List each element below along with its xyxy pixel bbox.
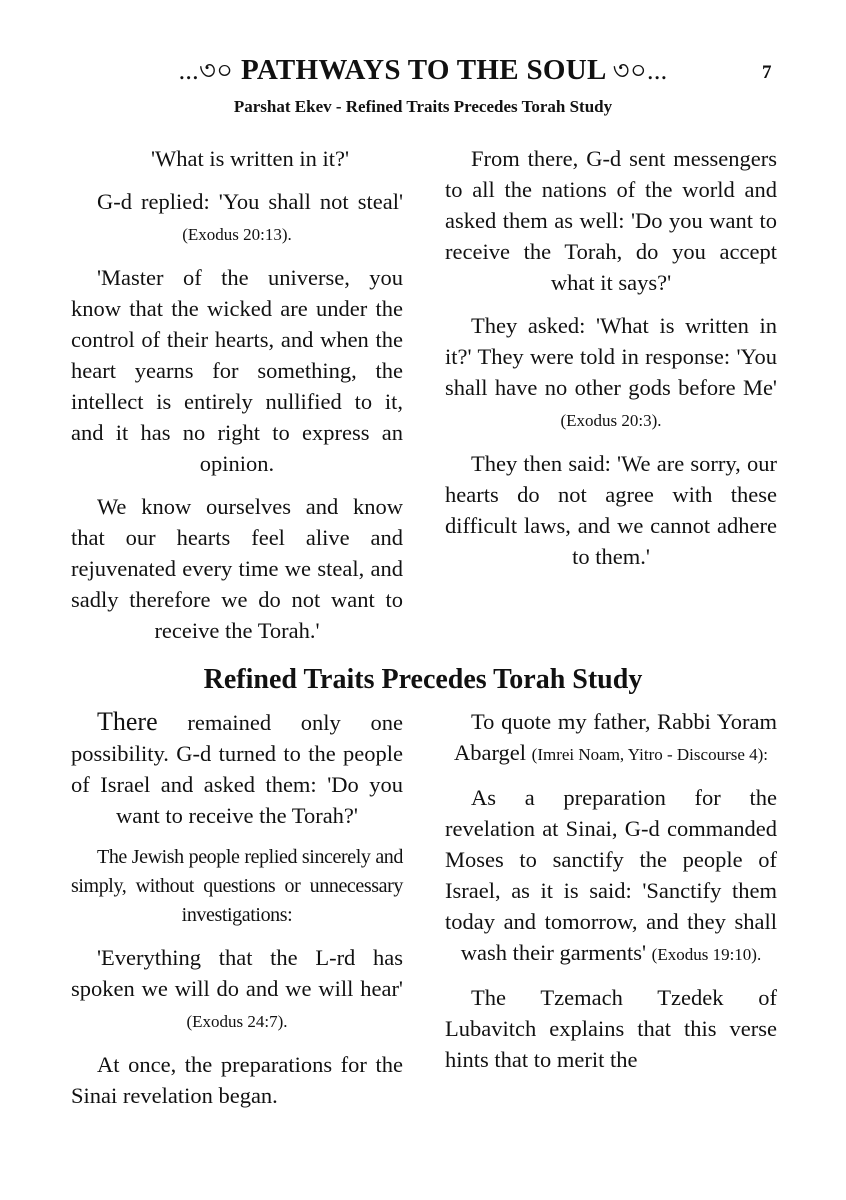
top-left-column bbox=[71, 143, 403, 658]
ornament-right-icon: ৩০... bbox=[612, 56, 668, 85]
paragraph: 'Master of the universe, you know that the wicked are under the control of their hearts, and when the heart yearns for something, the intellect is entirely nullified to it, and it has no right to express an opinion. bbox=[71, 265, 403, 476]
scripture-reference: (Exodus 20:13). bbox=[182, 225, 292, 244]
paragraph: G-d replied: 'You shall not steal' (Exodus 20:13). bbox=[97, 189, 403, 244]
scripture-reference: (Imrei Noam, Yitro - Discourse 4): bbox=[531, 745, 769, 764]
page-number: 7 bbox=[762, 62, 772, 83]
ornament-left-icon: ...৩০ bbox=[178, 56, 234, 85]
running-header bbox=[0, 50, 846, 94]
scripture-reference: (Exodus 19:10). bbox=[651, 945, 762, 964]
paragraph: 'Everything that the L-rd has spoken we will do and we will hear' (Exodus 24:7). bbox=[71, 945, 403, 1031]
paragraph: To quote my father, Rabbi Yoram Abargel (Imrei Noam, Yitro - Discourse 4): bbox=[453, 709, 777, 765]
section-left-column bbox=[71, 706, 403, 1123]
paragraph: As a preparation for the revelation at Sinai, G-d commanded Moses to sanctify the people of Israel, as it is said: 'Sanctify them today and tomorrow, and they shall wash their garments' (Exodus 19:10). bbox=[445, 785, 777, 965]
paragraph: 'What is written in it?' bbox=[150, 146, 350, 171]
paragraph: At once, the preparations for the Sinai revelation began. bbox=[71, 1052, 403, 1108]
scripture-reference: (Exodus 24:7). bbox=[186, 1012, 288, 1031]
paragraph: We know ourselves and know that our hearts feel alive and rejuvenated every time we steal, and sadly therefore we do not want to receive the Torah.' bbox=[71, 494, 403, 643]
top-right-column bbox=[445, 143, 777, 584]
paragraph: From there, G-d sent messengers to all the nations of the world and asked them as well: 'Do you want to receive the Torah, do you accept what it says?' bbox=[445, 146, 777, 295]
drop-word: There bbox=[97, 707, 158, 736]
book-title: PATHWAYS TO THE SOUL bbox=[240, 54, 606, 86]
paragraph: They then said: 'We are sorry, our hearts do not agree with these difficult laws, and we cannot adhere to them.' bbox=[445, 451, 777, 569]
section-heading: Refined Traits Precedes Torah Study bbox=[203, 664, 643, 695]
paragraph: There remained only one possibility. G-d turned to the people of Israel and asked them: 'Do you want to receive the Torah?' bbox=[71, 707, 403, 828]
chapter-subtitle: Parshat Ekev - Refined Traits Precedes Torah Study bbox=[233, 97, 613, 116]
paragraph: The Jewish people replied sincerely and simply, without questions or unnecessary investigations: bbox=[71, 846, 403, 926]
section-right-column bbox=[445, 706, 777, 1087]
paragraph: They asked: 'What is written in it?' They were told in response: 'You shall have no other gods before Me' (Exodus 20:3). bbox=[445, 313, 777, 430]
scripture-reference: (Exodus 20:3). bbox=[560, 411, 662, 430]
paragraph: The Tzemach Tzedek of Lubavitch explains that this verse hints that to merit the bbox=[445, 985, 777, 1072]
